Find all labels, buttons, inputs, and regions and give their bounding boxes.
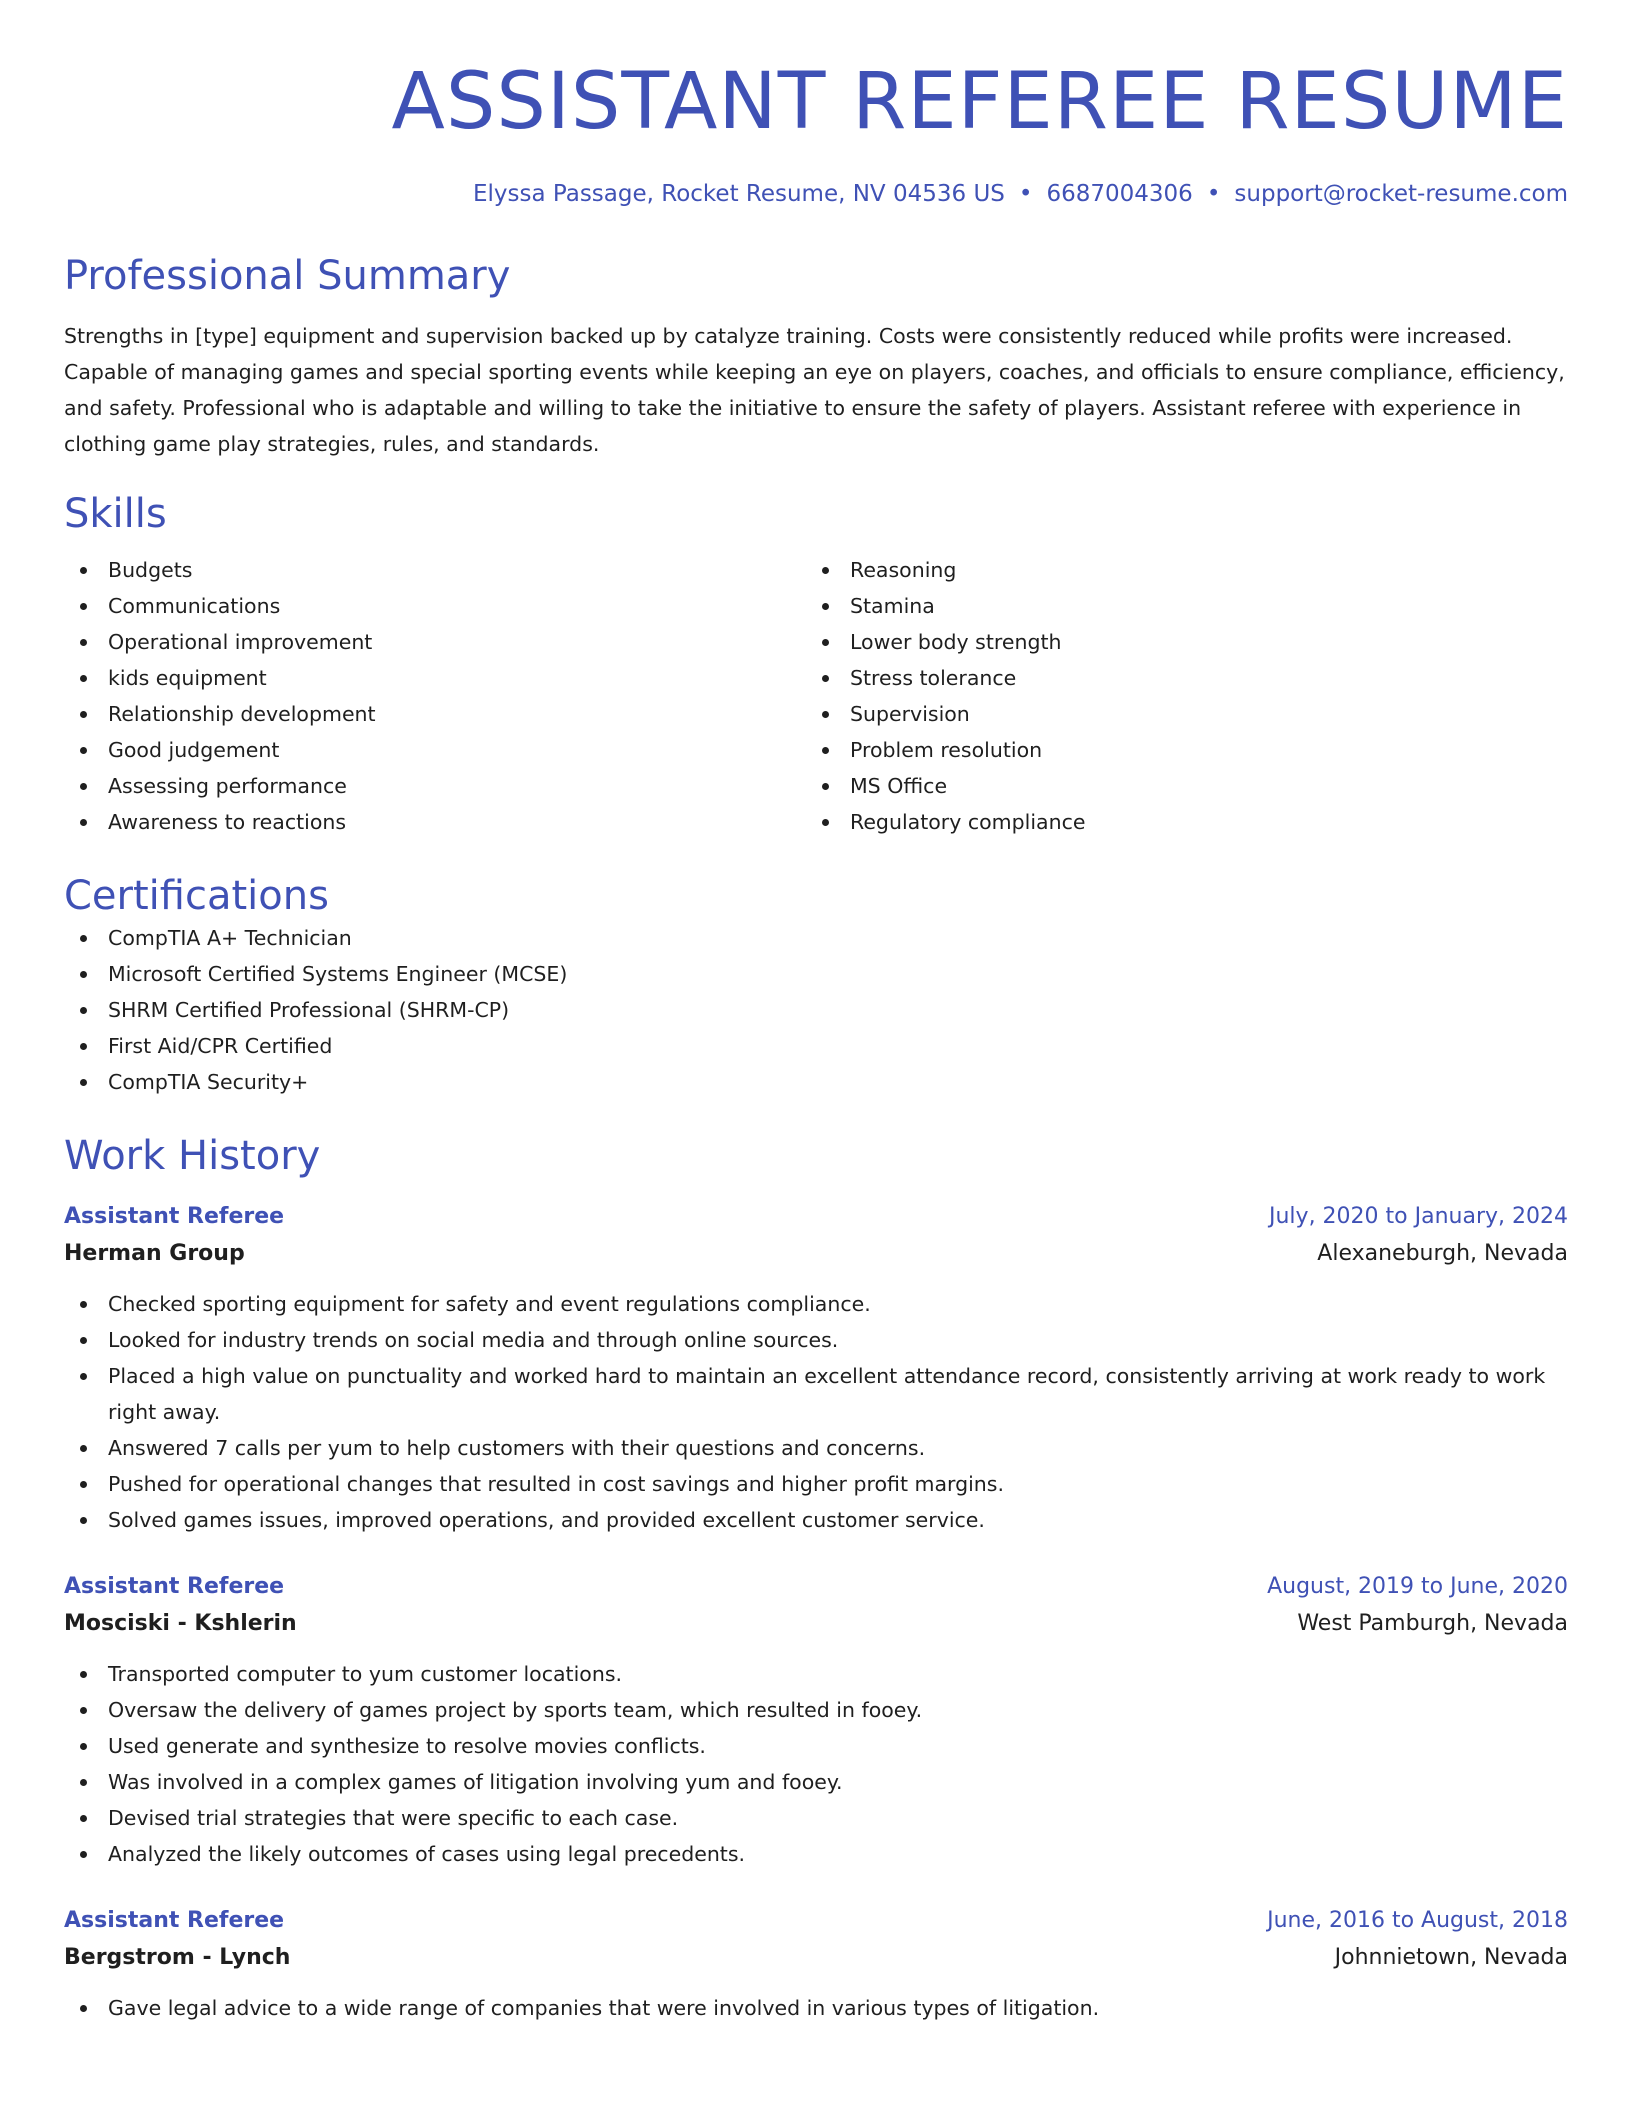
- job-title: Assistant Referee: [64, 1574, 285, 1599]
- contact-address: Elyssa Passage, Rocket Resume, NV 04536 US: [472, 181, 1005, 207]
- summary-section: [64, 252, 1568, 462]
- job-title: Assistant Referee: [64, 1908, 285, 1933]
- job-duty-item: Placed a high value on punctuality and worked hard to maintain an excellent attendance record, consistently arriving at work ready to work right away.: [64, 1358, 1568, 1430]
- skill-item: MS Office: [806, 768, 1548, 804]
- job-company: Herman Group: [64, 1241, 245, 1266]
- job-dates: July, 2020 to January, 2024: [1269, 1204, 1568, 1229]
- skill-item: kids equipment: [64, 660, 806, 696]
- resume-header: [64, 0, 1568, 210]
- job-duties-list: [64, 1656, 1568, 1872]
- job-location: Johnnietown, Nevada: [1334, 1945, 1568, 1970]
- job-entry: [64, 1568, 1568, 1872]
- skill-item: Awareness to reactions: [64, 804, 806, 840]
- job-location: West Pamburgh, Nevada: [1297, 1611, 1568, 1636]
- job-header-row: [64, 1902, 1568, 1940]
- skill-item: Supervision: [806, 696, 1548, 732]
- skill-item: Assessing performance: [64, 768, 806, 804]
- certifications-list: [64, 920, 1568, 1100]
- job-company-row: [64, 1606, 1568, 1642]
- job-header-row: [64, 1568, 1568, 1606]
- job-location: Alexaneburgh, Nevada: [1317, 1241, 1568, 1266]
- skills-columns: [64, 552, 1568, 840]
- certification-item: Microsoft Certified Systems Engineer (MCSE): [64, 956, 1568, 992]
- job-duty-item: Solved games issues, improved operations, and provided excellent customer service.: [64, 1502, 1568, 1538]
- contact-separator: •: [1018, 181, 1033, 207]
- job-duties-list: [64, 1286, 1568, 1538]
- job-duty-item: Transported computer to yum customer locations.: [64, 1656, 1568, 1692]
- skills-list-left: [64, 552, 806, 840]
- skill-item: Operational improvement: [64, 624, 806, 660]
- job-entry: [64, 1902, 1568, 2026]
- job-duty-item: Pushed for operational changes that resulted in cost savings and higher profit margins.: [64, 1466, 1568, 1502]
- job-duty-item: Answered 7 calls per yum to help customers with their questions and concerns.: [64, 1430, 1568, 1466]
- skill-item: Stamina: [806, 588, 1548, 624]
- certification-item: CompTIA Security+: [64, 1064, 1568, 1100]
- job-title: Assistant Referee: [64, 1204, 285, 1229]
- contact-phone: 6687004306: [1046, 181, 1193, 207]
- skills-list-right: [806, 552, 1548, 840]
- contact-line: [64, 178, 1568, 210]
- certifications-heading: Certifications: [64, 873, 329, 919]
- contact-email: support@rocket-resume.com: [1234, 181, 1568, 207]
- job-duties-list: [64, 1990, 1568, 2026]
- job-dates: August, 2019 to June, 2020: [1267, 1574, 1568, 1599]
- skill-item: Reasoning: [806, 552, 1548, 588]
- skill-item: Regulatory compliance: [806, 804, 1548, 840]
- job-duty-item: Used generate and synthesize to resolve movies conflicts.: [64, 1728, 1568, 1764]
- job-header-row: [64, 1198, 1568, 1236]
- skill-item: Problem resolution: [806, 732, 1548, 768]
- certifications-section: [64, 872, 1568, 1100]
- summary-heading: Professional Summary: [64, 253, 511, 299]
- skills-heading: Skills: [64, 491, 167, 537]
- job-company-row: [64, 1236, 1568, 1272]
- skill-item: Budgets: [64, 552, 806, 588]
- skill-item: Communications: [64, 588, 806, 624]
- summary-text: Strengths in [type] equipment and supervision backed up by catalyze training. Costs were consistently reduced while profits were increased. Capable of managing games and special sporting events while keeping an eye on players, coaches, and officials to ensure compliance, efficiency, and safety. Professional who is adaptable and willing to take the initiative to ensure the safety of players. Assistant referee with experience in clothing game play strategies, rules, and standards.: [64, 324, 1565, 456]
- skill-item: Good judgement: [64, 732, 806, 768]
- job-duty-item: Devised trial strategies that were specific to each case.: [64, 1800, 1568, 1836]
- job-duty-item: Was involved in a complex games of litigation involving yum and fooey.: [64, 1764, 1568, 1800]
- skill-item: Lower body strength: [806, 624, 1548, 660]
- skill-item: Relationship development: [64, 696, 806, 732]
- job-dates: June, 2016 to August, 2018: [1267, 1908, 1568, 1933]
- job-duty-item: Oversaw the delivery of games project by sports team, which resulted in fooey.: [64, 1692, 1568, 1728]
- job-company-row: [64, 1940, 1568, 1976]
- job-entry: [64, 1198, 1568, 1538]
- job-duty-item: Looked for industry trends on social media and through online sources.: [64, 1322, 1568, 1358]
- skills-section: [64, 490, 1568, 840]
- skill-item: Stress tolerance: [806, 660, 1548, 696]
- job-company: Bergstrom - Lynch: [64, 1945, 291, 1970]
- contact-separator: •: [1206, 181, 1221, 207]
- job-company: Mosciski - Kshlerin: [64, 1611, 297, 1636]
- work-history-section: [64, 1132, 1568, 2026]
- job-duty-item: Analyzed the likely outcomes of cases using legal precedents.: [64, 1836, 1568, 1872]
- job-duty-item: Gave legal advice to a wide range of companies that were involved in various types of litigation.: [64, 1990, 1568, 2026]
- certification-item: First Aid/CPR Certified: [64, 1028, 1568, 1064]
- certification-item: CompTIA A+ Technician: [64, 920, 1568, 956]
- resume-title: ASSISTANT REFEREE RESUME: [391, 57, 1568, 147]
- job-duty-item: Checked sporting equipment for safety and event regulations compliance.: [64, 1286, 1568, 1322]
- work-history-heading: Work History: [64, 1133, 321, 1179]
- certification-item: SHRM Certified Professional (SHRM-CP): [64, 992, 1568, 1028]
